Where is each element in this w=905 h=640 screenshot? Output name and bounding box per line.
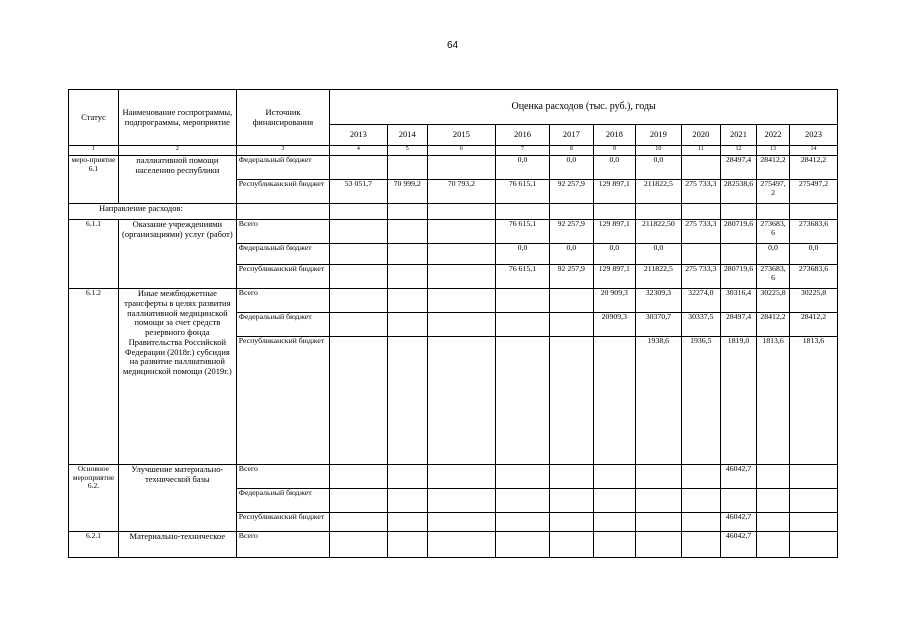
empty-cell <box>550 204 594 220</box>
value-cell: 0,0 <box>790 244 838 265</box>
value-cell: 20 909,3 <box>593 289 635 313</box>
value-cell: 273683,6 <box>790 265 838 289</box>
value-cell: 92 257,9 <box>550 265 594 289</box>
value-cell <box>757 465 790 489</box>
value-cell: 28412,2 <box>757 156 790 180</box>
value-cell: 0,0 <box>636 156 682 180</box>
value-cell <box>550 513 594 532</box>
value-cell <box>387 220 427 244</box>
source-cell: Федеральный бюджет <box>236 489 329 513</box>
empty-cell <box>427 204 495 220</box>
source-cell: Всего <box>236 289 329 313</box>
value-cell <box>550 313 594 337</box>
value-cell: 0,0 <box>495 244 549 265</box>
value-cell <box>330 220 387 244</box>
table-row <box>69 289 838 313</box>
value-cell: 76 615,1 <box>495 220 549 244</box>
value-cell: 1936,5 <box>681 337 720 465</box>
header-name: Наименование госпрограммы, подпрограммы, мероприятие <box>118 90 236 146</box>
name-cell: Улучшение материально-технической базы <box>118 465 236 532</box>
year-cell: 2015 <box>427 125 495 146</box>
value-cell <box>681 156 720 180</box>
value-cell <box>593 465 635 489</box>
value-cell: 76 615,1 <box>495 180 549 204</box>
table-row <box>69 220 838 244</box>
value-cell <box>330 532 387 558</box>
value-cell <box>427 156 495 180</box>
value-cell <box>330 513 387 532</box>
direction-label: Направление расходов: <box>69 204 237 220</box>
value-cell: 28412,2 <box>790 156 838 180</box>
value-cell <box>550 289 594 313</box>
empty-cell <box>495 204 549 220</box>
value-cell: 32274,0 <box>681 289 720 313</box>
value-cell <box>495 313 549 337</box>
year-cell: 2018 <box>593 125 635 146</box>
value-cell: 32309,3 <box>636 289 682 313</box>
value-cell: 46042,7 <box>720 513 756 532</box>
value-cell <box>593 513 635 532</box>
value-cell: 30225,8 <box>790 289 838 313</box>
value-cell <box>790 532 838 558</box>
value-cell <box>495 513 549 532</box>
value-cell <box>720 244 756 265</box>
value-cell <box>550 337 594 465</box>
value-cell: 0,0 <box>757 244 790 265</box>
value-cell <box>757 489 790 513</box>
status-cell: 6.1.2 <box>69 289 119 465</box>
value-cell <box>330 244 387 265</box>
value-cell <box>387 465 427 489</box>
direction-row <box>69 204 838 220</box>
value-cell <box>681 244 720 265</box>
header-estimate: Оценка расходов (тыс. руб.), годы <box>330 90 838 125</box>
value-cell <box>636 532 682 558</box>
name-cell: паллиативной помощи населению республики <box>118 156 236 204</box>
year-cell: 2022 <box>757 125 790 146</box>
value-cell <box>387 156 427 180</box>
value-cell: 275 733,3 <box>681 265 720 289</box>
value-cell: 275497,2 <box>790 180 838 204</box>
value-cell <box>495 532 549 558</box>
value-cell: 1813,6 <box>757 337 790 465</box>
value-cell: 0,0 <box>593 156 635 180</box>
value-cell <box>790 465 838 489</box>
empty-cell <box>636 204 682 220</box>
value-cell: 0,0 <box>593 244 635 265</box>
value-cell <box>427 220 495 244</box>
value-cell: 20909,3 <box>593 313 635 337</box>
source-cell: Республиканский бюджет <box>236 513 329 532</box>
value-cell: 129 897,1 <box>593 265 635 289</box>
empty-cell <box>330 204 387 220</box>
column-number: 5 <box>387 146 427 156</box>
value-cell <box>636 513 682 532</box>
value-cell <box>427 513 495 532</box>
column-number: 9 <box>593 146 635 156</box>
table-row <box>69 465 838 489</box>
value-cell: 0,0 <box>636 244 682 265</box>
status-cell: Основное мероприятие 6.2. <box>69 465 119 532</box>
value-cell <box>495 465 549 489</box>
value-cell <box>427 489 495 513</box>
column-number: 2 <box>118 146 236 156</box>
value-cell <box>387 513 427 532</box>
column-number: 6 <box>427 146 495 156</box>
column-number: 14 <box>790 146 838 156</box>
value-cell <box>681 532 720 558</box>
value-cell <box>330 265 387 289</box>
value-cell: 273683,6 <box>757 220 790 244</box>
value-cell <box>387 532 427 558</box>
column-number: 7 <box>495 146 549 156</box>
value-cell <box>387 337 427 465</box>
value-cell: 70 793,2 <box>427 180 495 204</box>
value-cell <box>495 489 549 513</box>
source-cell: Всего <box>236 465 329 489</box>
value-cell <box>636 489 682 513</box>
column-number: 8 <box>550 146 594 156</box>
value-cell: 28497,4 <box>720 156 756 180</box>
value-cell: 280719,6 <box>720 220 756 244</box>
value-cell: 211822,50 <box>636 220 682 244</box>
value-cell: 275 733,3 <box>681 220 720 244</box>
source-cell: Федеральный бюджет <box>236 244 329 265</box>
value-cell <box>427 265 495 289</box>
source-cell: Всего <box>236 532 329 558</box>
empty-cell <box>790 204 838 220</box>
value-cell: 92 257,9 <box>550 220 594 244</box>
value-cell <box>550 532 594 558</box>
name-cell: Иные межбюджетные трансферты в целях развития паллиативной медицинской помощи за счет средств резервного фонда Правительства Российской Федерации (2018г.) субсидия на развитие паллиативной медицинской помощи (2019г.) <box>118 289 236 465</box>
value-cell <box>681 465 720 489</box>
source-cell: Республиканский бюджет <box>236 337 329 465</box>
empty-cell <box>593 204 635 220</box>
value-cell: 70 999,2 <box>387 180 427 204</box>
year-cell: 2023 <box>790 125 838 146</box>
status-cell: 6.1.1 <box>69 220 119 289</box>
empty-cell <box>681 204 720 220</box>
source-cell: Федеральный бюджет <box>236 313 329 337</box>
column-number: 13 <box>757 146 790 156</box>
value-cell: 46042,7 <box>720 465 756 489</box>
value-cell: 280719,6 <box>720 265 756 289</box>
value-cell <box>330 489 387 513</box>
value-cell: 273683,6 <box>757 265 790 289</box>
value-cell <box>387 313 427 337</box>
value-cell <box>681 489 720 513</box>
value-cell: 30316,4 <box>720 289 756 313</box>
value-cell: 1938,6 <box>636 337 682 465</box>
value-cell <box>427 532 495 558</box>
value-cell <box>330 337 387 465</box>
value-cell: 129 897,1 <box>593 220 635 244</box>
value-cell <box>330 289 387 313</box>
value-cell <box>387 244 427 265</box>
value-cell <box>593 532 635 558</box>
value-cell <box>720 489 756 513</box>
status-cell: меро-приятие 6.1 <box>69 156 119 204</box>
value-cell <box>681 513 720 532</box>
column-number: 3 <box>236 146 329 156</box>
empty-cell <box>387 204 427 220</box>
value-cell <box>427 465 495 489</box>
column-number: 1 <box>69 146 119 156</box>
column-number: 4 <box>330 146 387 156</box>
value-cell: 0,0 <box>495 156 549 180</box>
table-row <box>69 532 838 558</box>
column-number: 11 <box>681 146 720 156</box>
value-cell: 0,0 <box>550 244 594 265</box>
value-cell <box>636 465 682 489</box>
source-cell: Всего <box>236 220 329 244</box>
value-cell <box>387 289 427 313</box>
column-number: 12 <box>720 146 756 156</box>
value-cell: 28412,2 <box>790 313 838 337</box>
empty-cell <box>236 204 329 220</box>
value-cell: 273683,6 <box>790 220 838 244</box>
header-status: Статус <box>69 90 119 146</box>
value-cell <box>427 289 495 313</box>
value-cell <box>330 465 387 489</box>
status-cell: 6.2.1 <box>69 532 119 558</box>
value-cell <box>330 156 387 180</box>
empty-cell <box>720 204 756 220</box>
value-cell: 211822,5 <box>636 265 682 289</box>
empty-cell <box>757 204 790 220</box>
value-cell <box>593 489 635 513</box>
value-cell <box>790 513 838 532</box>
value-cell: 46042,7 <box>720 532 756 558</box>
value-cell: 30337,5 <box>681 313 720 337</box>
year-cell: 2019 <box>636 125 682 146</box>
year-cell: 2021 <box>720 125 756 146</box>
value-cell: 0,0 <box>550 156 594 180</box>
year-cell: 2016 <box>495 125 549 146</box>
header-source: Источник финансирования <box>236 90 329 146</box>
value-cell: 76 615,1 <box>495 265 549 289</box>
year-cell: 2013 <box>330 125 387 146</box>
value-cell <box>427 337 495 465</box>
value-cell: 275497,2 <box>757 180 790 204</box>
source-cell: Республиканский бюджет <box>236 180 329 204</box>
value-cell: 92 257,9 <box>550 180 594 204</box>
value-cell: 30370,7 <box>636 313 682 337</box>
value-cell <box>495 289 549 313</box>
year-cell: 2014 <box>387 125 427 146</box>
value-cell: 53 051,7 <box>330 180 387 204</box>
value-cell <box>550 465 594 489</box>
value-cell <box>330 313 387 337</box>
value-cell: 275 733,3 <box>681 180 720 204</box>
year-cell: 2020 <box>681 125 720 146</box>
value-cell <box>427 313 495 337</box>
column-number: 10 <box>636 146 682 156</box>
value-cell: 1819,0 <box>720 337 756 465</box>
value-cell <box>387 265 427 289</box>
name-cell: Оказание учреждениями (организациями) услуг (работ) <box>118 220 236 289</box>
page-number: 64 <box>446 40 459 51</box>
value-cell: 129 897,1 <box>593 180 635 204</box>
value-cell <box>757 513 790 532</box>
source-cell: Федеральный бюджет <box>236 156 329 180</box>
value-cell <box>790 489 838 513</box>
value-cell <box>593 337 635 465</box>
value-cell: 28497,4 <box>720 313 756 337</box>
value-cell <box>550 489 594 513</box>
value-cell: 211822,5 <box>636 180 682 204</box>
value-cell: 30225,8 <box>757 289 790 313</box>
value-cell <box>757 532 790 558</box>
value-cell <box>427 244 495 265</box>
year-cell: 2017 <box>550 125 594 146</box>
value-cell <box>495 337 549 465</box>
table-row <box>69 156 838 180</box>
name-cell: Материально-техническое <box>118 532 236 558</box>
budget-table <box>68 89 838 558</box>
value-cell: 28412,2 <box>757 313 790 337</box>
value-cell: 282538,6 <box>720 180 756 204</box>
value-cell <box>387 489 427 513</box>
value-cell: 1813,6 <box>790 337 838 465</box>
column-number-row <box>69 146 838 156</box>
source-cell: Республиканский бюджет <box>236 265 329 289</box>
header-row <box>69 90 838 125</box>
